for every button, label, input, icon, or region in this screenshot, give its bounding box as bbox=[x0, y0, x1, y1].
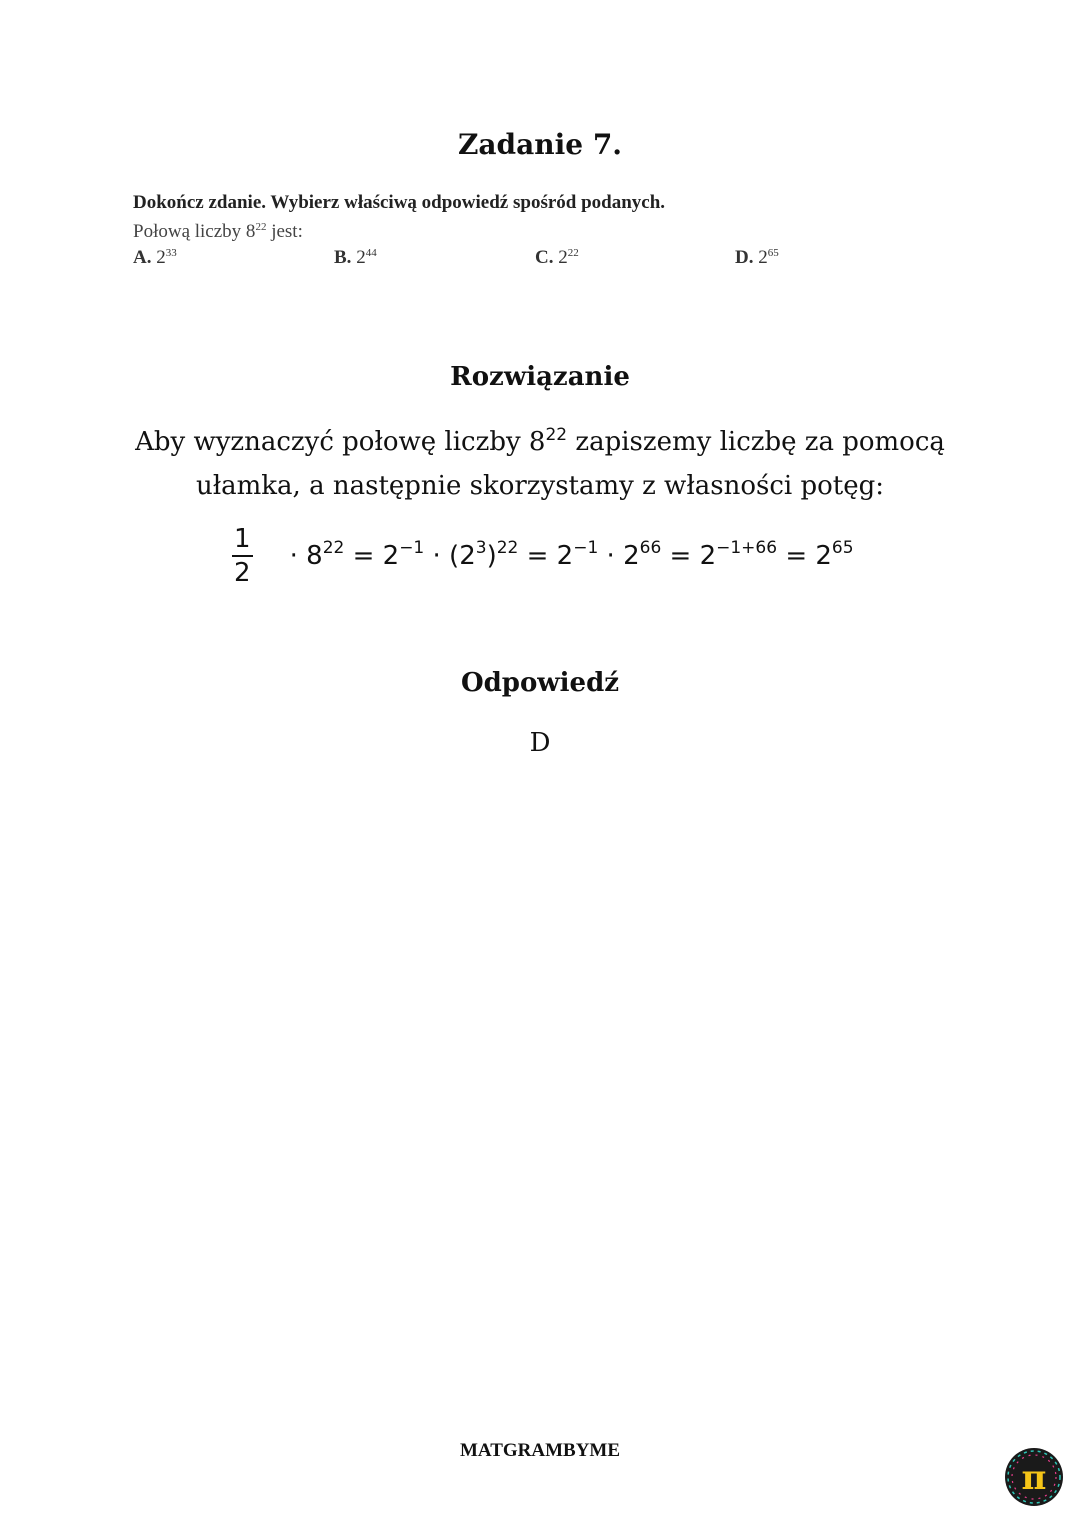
pi-logo-icon bbox=[1004, 1447, 1064, 1507]
solution-formula bbox=[232, 520, 854, 592]
fraction-numerator: 1 bbox=[232, 523, 253, 557]
solution-line-1: Aby wyznaczyć połowę liczby $8^{22}$ zapiszemy liczbę za pomocą bbox=[135, 425, 945, 457]
task-title: Zadanie 7. bbox=[457, 128, 623, 161]
answer-heading: Odpowiedź bbox=[460, 668, 620, 698]
fraction-denominator: 2 bbox=[234, 558, 251, 588]
option-c: C. $2^{22}$ bbox=[535, 247, 579, 268]
option-a: A. $2^{33}$ bbox=[133, 247, 177, 268]
task-question bbox=[133, 221, 953, 243]
answer-options bbox=[133, 247, 953, 273]
solution-line-2: ułamka, a następnie skorzystamy z własności potęg: bbox=[195, 471, 885, 501]
solution-heading: Rozwiązanie bbox=[450, 362, 630, 392]
footer-brand: MATGRAMBYME bbox=[459, 1440, 621, 1461]
option-d: D. $2^{65}$ bbox=[735, 247, 779, 268]
svg-text:π: π bbox=[1021, 1458, 1047, 1498]
question-suffix: jest: bbox=[266, 221, 303, 242]
question-prefix: Połową liczby 8 bbox=[133, 221, 256, 242]
answer-value: D bbox=[529, 728, 551, 758]
fraction-one-half bbox=[232, 523, 253, 589]
task-instruction: Dokończ zdanie. Wybierz właściwą odpowiedź spośród podanych. bbox=[133, 192, 666, 213]
solution-text bbox=[110, 420, 970, 508]
option-b: B. $2^{44}$ bbox=[334, 247, 377, 268]
task-box bbox=[133, 192, 953, 273]
question-exponent: 22 bbox=[255, 221, 267, 233]
formula-expression: · $8^{22} = 2^{-1} \cdot (2^3)^{22} = 2^{-1} \cdot 2^{66} = 2^{-1+66} = 2^{65}$ bbox=[289, 538, 854, 571]
